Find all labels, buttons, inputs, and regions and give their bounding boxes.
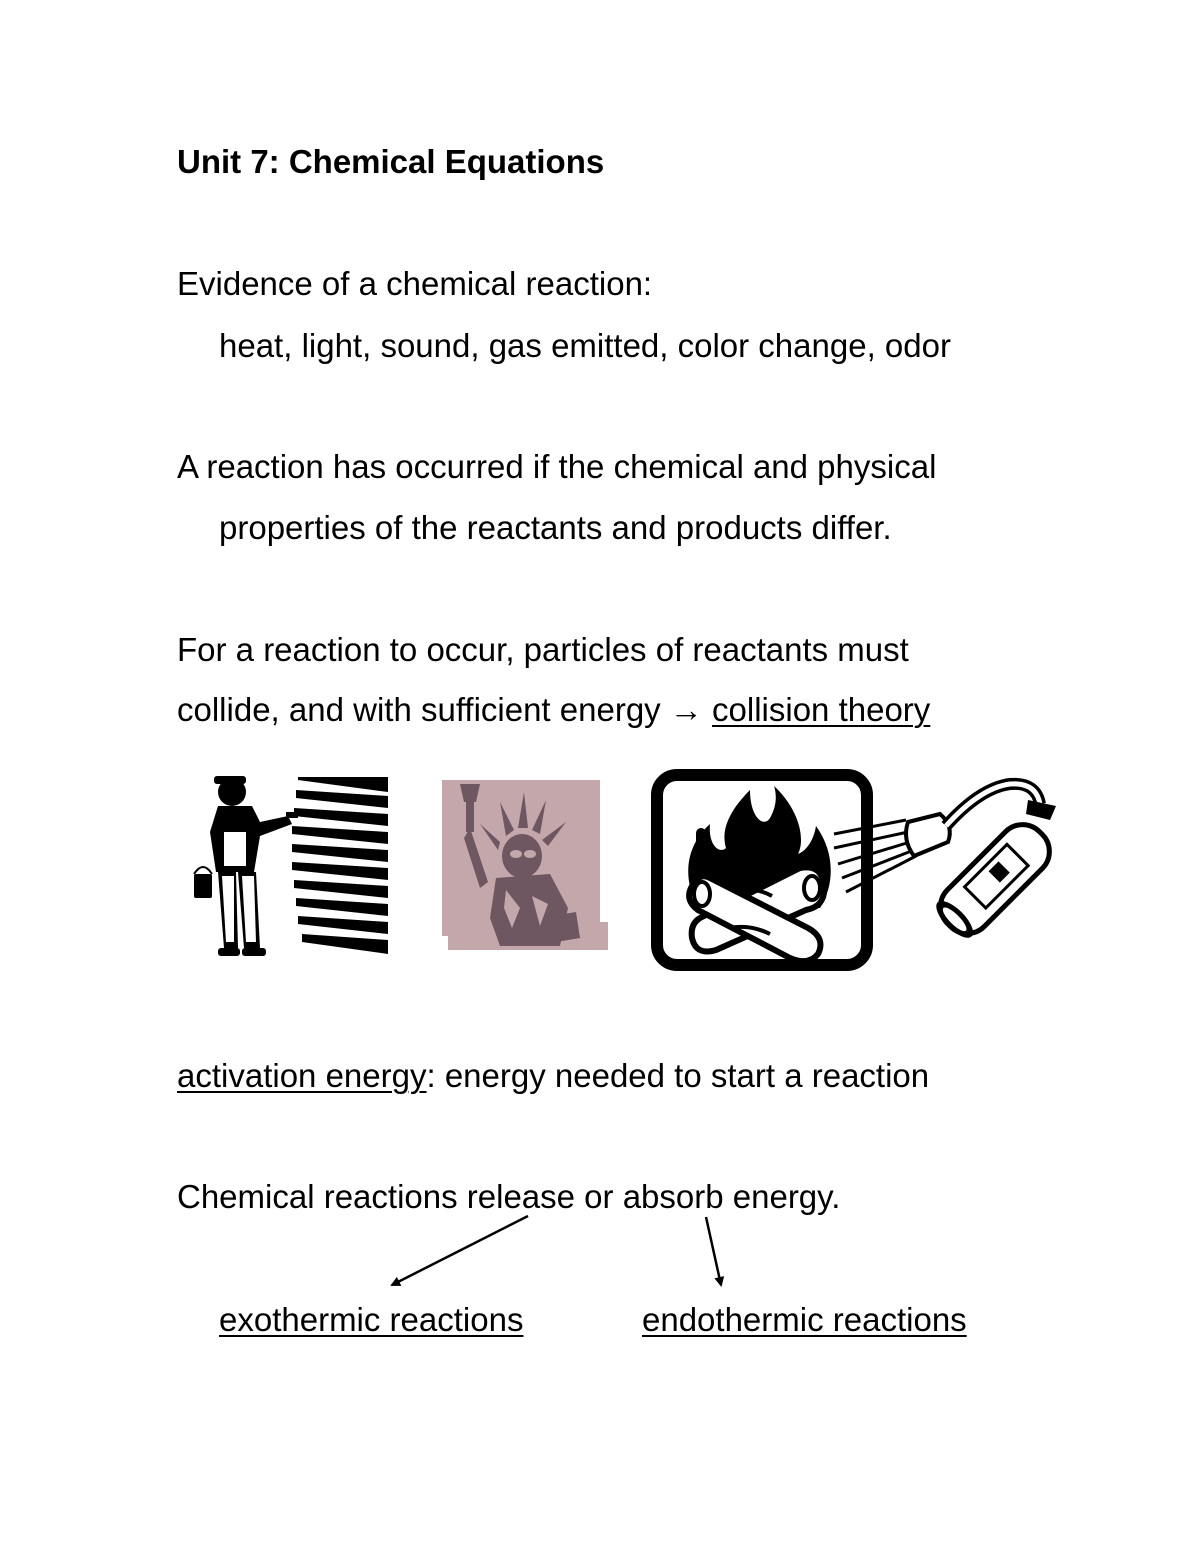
reaction-occurred-line-2: properties of the reactants and products differ. [219, 509, 892, 546]
collision-line-2-text: collide, and with sufficient energy [177, 691, 670, 728]
page-title: Unit 7: Chemical Equations [177, 143, 605, 180]
endothermic-arrow [706, 1217, 721, 1285]
energy-statement: Chemical reactions release or absorb energy. [177, 1178, 841, 1215]
evidence-list: heat, light, sound, gas emitted, color change, odor [219, 327, 951, 364]
reaction-occurred-line-1: A reaction has occurred if the chemical and physical [177, 448, 937, 485]
endothermic-label: endothermic reactions [642, 1301, 967, 1338]
exothermic-arrow [392, 1216, 528, 1285]
activation-energy-definition: : energy needed to start a reaction [426, 1057, 930, 1094]
evidence-heading: Evidence of a chemical reaction: [177, 265, 653, 302]
right-arrow-icon: → [669, 691, 703, 728]
activation-energy-term: activation energy [177, 1057, 427, 1094]
collision-theory-term: collision theory [712, 691, 931, 728]
collision-line-1: For a reaction to occur, particles of reactants must [177, 631, 909, 668]
exothermic-label: exothermic reactions [219, 1301, 524, 1338]
